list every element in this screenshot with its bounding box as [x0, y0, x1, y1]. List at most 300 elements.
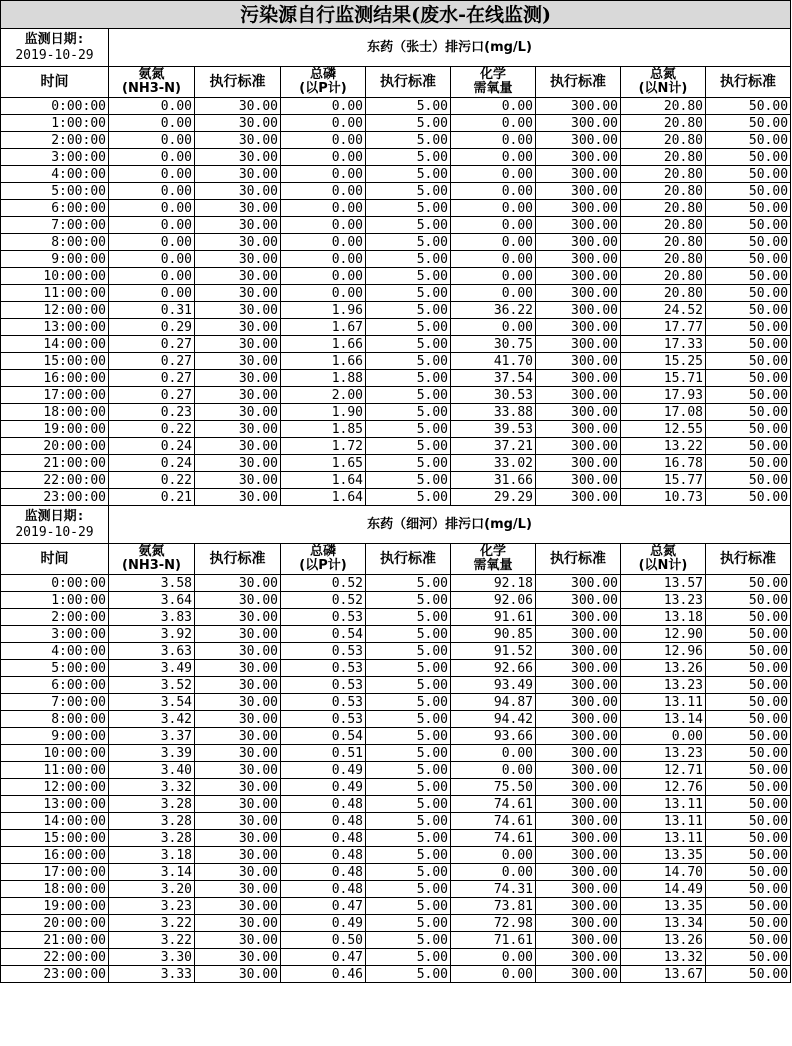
- value-cell: 30.00: [195, 898, 281, 915]
- value-cell: 0.00: [451, 234, 536, 251]
- value-cell: 30.00: [195, 966, 281, 983]
- time-cell: 7:00:00: [1, 694, 109, 711]
- table-row: [1, 728, 791, 745]
- value-cell: 300.00: [536, 762, 621, 779]
- value-cell: 300.00: [536, 472, 621, 489]
- column-header-line1: 执行标准: [720, 74, 777, 90]
- value-cell: 50.00: [706, 268, 791, 285]
- value-cell: 1.85: [281, 421, 366, 438]
- value-cell: 5.00: [366, 234, 451, 251]
- column-header-line1: 执行标准: [380, 74, 436, 90]
- time-cell: 14:00:00: [1, 813, 109, 830]
- value-cell: 0.54: [281, 626, 366, 643]
- value-cell: 50.00: [706, 336, 791, 353]
- value-cell: 30.00: [195, 200, 281, 217]
- value-cell: 20.80: [621, 166, 706, 183]
- value-cell: 300.00: [536, 421, 621, 438]
- value-cell: 0.50: [281, 932, 366, 949]
- value-cell: 20.80: [621, 98, 706, 115]
- value-cell: 30.00: [195, 677, 281, 694]
- value-cell: 30.00: [195, 779, 281, 796]
- value-cell: 0.51: [281, 745, 366, 762]
- time-cell: 9:00:00: [1, 728, 109, 745]
- value-cell: 90.85: [451, 626, 536, 643]
- value-cell: 14.49: [621, 881, 706, 898]
- value-cell: 50.00: [706, 609, 791, 626]
- value-cell: 50.00: [706, 762, 791, 779]
- monitoring-date: [1, 29, 109, 67]
- value-cell: 30.00: [195, 728, 281, 745]
- value-cell: 3.42: [109, 711, 195, 728]
- value-cell: 30.00: [195, 455, 281, 472]
- value-cell: 0.47: [281, 949, 366, 966]
- value-cell: 0.00: [451, 285, 536, 302]
- value-cell: 0.00: [109, 98, 195, 115]
- value-cell: 0.31: [109, 302, 195, 319]
- table-row: [1, 626, 791, 643]
- value-cell: 20.80: [621, 251, 706, 268]
- value-cell: 50.00: [706, 132, 791, 149]
- column-header-line2: 需氧量: [473, 558, 513, 573]
- time-cell: 10:00:00: [1, 745, 109, 762]
- table-row: [1, 438, 791, 455]
- value-cell: 16.78: [621, 455, 706, 472]
- value-cell: 50.00: [706, 796, 791, 813]
- value-cell: 30.00: [195, 251, 281, 268]
- column-header: [366, 544, 451, 575]
- value-cell: 30.00: [195, 575, 281, 592]
- time-cell: 3:00:00: [1, 626, 109, 643]
- value-cell: 5.00: [366, 932, 451, 949]
- value-cell: 0.00: [451, 319, 536, 336]
- value-cell: 20.80: [621, 132, 706, 149]
- value-cell: 5.00: [366, 677, 451, 694]
- value-cell: 13.18: [621, 609, 706, 626]
- time-cell: 0:00:00: [1, 575, 109, 592]
- value-cell: 0.00: [281, 98, 366, 115]
- time-cell: 4:00:00: [1, 643, 109, 660]
- time-cell: 21:00:00: [1, 932, 109, 949]
- value-cell: 20.80: [621, 268, 706, 285]
- value-cell: 30.00: [195, 183, 281, 200]
- value-cell: 1.66: [281, 353, 366, 370]
- value-cell: 0.52: [281, 592, 366, 609]
- value-cell: 5.00: [366, 915, 451, 932]
- value-cell: 300.00: [536, 881, 621, 898]
- table-row: [1, 677, 791, 694]
- column-header-row: [1, 67, 791, 98]
- value-cell: 0.00: [451, 183, 536, 200]
- value-cell: 5.00: [366, 796, 451, 813]
- value-cell: 0.47: [281, 898, 366, 915]
- value-cell: 3.23: [109, 898, 195, 915]
- value-cell: 0.00: [109, 251, 195, 268]
- value-cell: 13.22: [621, 438, 706, 455]
- value-cell: 0.27: [109, 387, 195, 404]
- value-cell: 13.35: [621, 847, 706, 864]
- table-row: [1, 745, 791, 762]
- value-cell: 39.53: [451, 421, 536, 438]
- time-cell: 3:00:00: [1, 149, 109, 166]
- monitoring-date-label: 监测日期:: [24, 508, 85, 524]
- column-header: [621, 544, 706, 575]
- time-cell: 11:00:00: [1, 762, 109, 779]
- table-row: [1, 217, 791, 234]
- value-cell: 1.64: [281, 472, 366, 489]
- value-cell: 30.00: [195, 302, 281, 319]
- value-cell: 12.55: [621, 421, 706, 438]
- value-cell: 0.24: [109, 438, 195, 455]
- value-cell: 30.00: [195, 830, 281, 847]
- value-cell: 12.90: [621, 626, 706, 643]
- value-cell: 50.00: [706, 575, 791, 592]
- value-cell: 50.00: [706, 898, 791, 915]
- value-cell: 50.00: [706, 881, 791, 898]
- value-cell: 5.00: [366, 779, 451, 796]
- time-cell: 21:00:00: [1, 455, 109, 472]
- value-cell: 30.00: [195, 149, 281, 166]
- value-cell: 37.21: [451, 438, 536, 455]
- value-cell: 0.00: [109, 268, 195, 285]
- time-cell: 13:00:00: [1, 796, 109, 813]
- table-row: [1, 796, 791, 813]
- title-row: [1, 1, 791, 29]
- value-cell: 0.46: [281, 966, 366, 983]
- value-cell: 74.31: [451, 881, 536, 898]
- value-cell: 5.00: [366, 421, 451, 438]
- value-cell: 92.66: [451, 660, 536, 677]
- column-header: [195, 67, 281, 98]
- value-cell: 0.00: [109, 285, 195, 302]
- value-cell: 50.00: [706, 932, 791, 949]
- value-cell: 0.27: [109, 370, 195, 387]
- value-cell: 0.00: [281, 149, 366, 166]
- value-cell: 0.00: [281, 183, 366, 200]
- value-cell: 71.61: [451, 932, 536, 949]
- value-cell: 30.00: [195, 796, 281, 813]
- column-header: [621, 67, 706, 98]
- value-cell: 92.06: [451, 592, 536, 609]
- value-cell: 13.11: [621, 796, 706, 813]
- table-row: [1, 779, 791, 796]
- table-row: [1, 285, 791, 302]
- column-header: [536, 67, 621, 98]
- time-cell: 20:00:00: [1, 438, 109, 455]
- value-cell: 3.33: [109, 966, 195, 983]
- column-header: [195, 544, 281, 575]
- value-cell: 300.00: [536, 438, 621, 455]
- table-row: [1, 592, 791, 609]
- time-cell: 6:00:00: [1, 200, 109, 217]
- value-cell: 30.00: [195, 319, 281, 336]
- value-cell: 2.00: [281, 387, 366, 404]
- value-cell: 300.00: [536, 813, 621, 830]
- value-cell: 30.00: [195, 132, 281, 149]
- value-cell: 0.48: [281, 813, 366, 830]
- value-cell: 3.32: [109, 779, 195, 796]
- value-cell: 5.00: [366, 455, 451, 472]
- table-row: [1, 711, 791, 728]
- report-title: 污染源自行监测结果(废水-在线监测): [1, 1, 791, 29]
- time-cell: 17:00:00: [1, 387, 109, 404]
- column-header-line2: (以N计): [638, 81, 688, 96]
- value-cell: 50.00: [706, 149, 791, 166]
- value-cell: 50.00: [706, 728, 791, 745]
- column-header: [451, 544, 536, 575]
- value-cell: 0.00: [451, 166, 536, 183]
- value-cell: 3.20: [109, 881, 195, 898]
- time-cell: 1:00:00: [1, 592, 109, 609]
- value-cell: 13.11: [621, 813, 706, 830]
- value-cell: 5.00: [366, 217, 451, 234]
- value-cell: 300.00: [536, 285, 621, 302]
- value-cell: 30.00: [195, 166, 281, 183]
- value-cell: 3.14: [109, 864, 195, 881]
- value-cell: 30.00: [195, 98, 281, 115]
- value-cell: 0.00: [109, 183, 195, 200]
- table-row: [1, 302, 791, 319]
- value-cell: 74.61: [451, 813, 536, 830]
- value-cell: 0.00: [281, 285, 366, 302]
- value-cell: 72.98: [451, 915, 536, 932]
- value-cell: 5.00: [366, 966, 451, 983]
- value-cell: 13.11: [621, 694, 706, 711]
- value-cell: 0.00: [109, 149, 195, 166]
- value-cell: 0.22: [109, 421, 195, 438]
- value-cell: 5.00: [366, 251, 451, 268]
- value-cell: 0.48: [281, 796, 366, 813]
- value-cell: 0.48: [281, 847, 366, 864]
- value-cell: 300.00: [536, 592, 621, 609]
- value-cell: 300.00: [536, 728, 621, 745]
- value-cell: 93.49: [451, 677, 536, 694]
- value-cell: 17.93: [621, 387, 706, 404]
- value-cell: 3.28: [109, 796, 195, 813]
- value-cell: 20.80: [621, 115, 706, 132]
- value-cell: 3.40: [109, 762, 195, 779]
- time-cell: 2:00:00: [1, 132, 109, 149]
- value-cell: 5.00: [366, 864, 451, 881]
- value-cell: 5.00: [366, 813, 451, 830]
- column-header: [109, 544, 195, 575]
- value-cell: 30.00: [195, 387, 281, 404]
- value-cell: 3.37: [109, 728, 195, 745]
- value-cell: 300.00: [536, 847, 621, 864]
- value-cell: 12.71: [621, 762, 706, 779]
- time-cell: 14:00:00: [1, 336, 109, 353]
- time-cell: 15:00:00: [1, 353, 109, 370]
- column-header: [366, 67, 451, 98]
- value-cell: 0.00: [109, 234, 195, 251]
- column-header-line1: 总氮: [649, 544, 676, 559]
- value-cell: 14.70: [621, 864, 706, 881]
- value-cell: 300.00: [536, 132, 621, 149]
- time-cell: 1:00:00: [1, 115, 109, 132]
- column-header-line2: (NH3-N): [122, 558, 181, 573]
- value-cell: 91.61: [451, 609, 536, 626]
- value-cell: 31.66: [451, 472, 536, 489]
- value-cell: 300.00: [536, 626, 621, 643]
- column-header-line1: 执行标准: [720, 551, 777, 567]
- value-cell: 3.22: [109, 915, 195, 932]
- value-cell: 300.00: [536, 932, 621, 949]
- column-header-line1: 执行标准: [209, 551, 266, 567]
- value-cell: 5.00: [366, 302, 451, 319]
- time-cell: 12:00:00: [1, 302, 109, 319]
- column-header-line1: 化学: [479, 67, 506, 82]
- value-cell: 36.22: [451, 302, 536, 319]
- value-cell: 30.00: [195, 268, 281, 285]
- value-cell: 3.54: [109, 694, 195, 711]
- value-cell: 30.00: [195, 336, 281, 353]
- column-header-line1: 执行标准: [209, 74, 266, 90]
- table-row: [1, 949, 791, 966]
- value-cell: 94.87: [451, 694, 536, 711]
- table-row: [1, 251, 791, 268]
- value-cell: 0.00: [451, 864, 536, 881]
- time-cell: 7:00:00: [1, 217, 109, 234]
- value-cell: 300.00: [536, 370, 621, 387]
- value-cell: 30.00: [195, 489, 281, 506]
- table-row: [1, 387, 791, 404]
- value-cell: 30.00: [195, 915, 281, 932]
- column-header-line2: (以N计): [638, 558, 688, 573]
- value-cell: 1.90: [281, 404, 366, 421]
- value-cell: 5.00: [366, 881, 451, 898]
- value-cell: 5.00: [366, 387, 451, 404]
- value-cell: 1.96: [281, 302, 366, 319]
- value-cell: 5.00: [366, 438, 451, 455]
- value-cell: 300.00: [536, 779, 621, 796]
- value-cell: 0.00: [109, 166, 195, 183]
- value-cell: 0.00: [281, 200, 366, 217]
- value-cell: 0.00: [281, 115, 366, 132]
- value-cell: 1.65: [281, 455, 366, 472]
- value-cell: 5.00: [366, 200, 451, 217]
- value-cell: 13.34: [621, 915, 706, 932]
- value-cell: 300.00: [536, 575, 621, 592]
- value-cell: 300.00: [536, 387, 621, 404]
- value-cell: 50.00: [706, 694, 791, 711]
- value-cell: 30.00: [195, 762, 281, 779]
- time-cell: 20:00:00: [1, 915, 109, 932]
- value-cell: 0.27: [109, 353, 195, 370]
- column-header-line1: 执行标准: [550, 74, 606, 90]
- value-cell: 5.00: [366, 949, 451, 966]
- time-cell: 2:00:00: [1, 609, 109, 626]
- column-header-line1: 氨氮: [138, 67, 165, 82]
- value-cell: 50.00: [706, 966, 791, 983]
- time-cell: 6:00:00: [1, 677, 109, 694]
- column-header: [281, 544, 366, 575]
- value-cell: 300.00: [536, 745, 621, 762]
- value-cell: 1.64: [281, 489, 366, 506]
- value-cell: 50.00: [706, 387, 791, 404]
- value-cell: 92.18: [451, 575, 536, 592]
- value-cell: 300.00: [536, 489, 621, 506]
- column-header-line1: 执行标准: [550, 551, 606, 567]
- column-header-line2: (以P计): [299, 558, 347, 573]
- value-cell: 5.00: [366, 472, 451, 489]
- table-row: [1, 336, 791, 353]
- value-cell: 30.00: [195, 592, 281, 609]
- value-cell: 300.00: [536, 183, 621, 200]
- value-cell: 50.00: [706, 234, 791, 251]
- value-cell: 0.49: [281, 762, 366, 779]
- time-cell: 19:00:00: [1, 421, 109, 438]
- table-row: [1, 421, 791, 438]
- value-cell: 30.00: [195, 115, 281, 132]
- value-cell: 20.80: [621, 234, 706, 251]
- time-cell: 23:00:00: [1, 489, 109, 506]
- column-header-line2: (以P计): [299, 81, 347, 96]
- value-cell: 20.80: [621, 200, 706, 217]
- value-cell: 0.00: [621, 728, 706, 745]
- value-cell: 12.96: [621, 643, 706, 660]
- value-cell: 5.00: [366, 745, 451, 762]
- value-cell: 0.00: [109, 115, 195, 132]
- value-cell: 300.00: [536, 677, 621, 694]
- value-cell: 13.23: [621, 592, 706, 609]
- value-cell: 300.00: [536, 149, 621, 166]
- value-cell: 50.00: [706, 285, 791, 302]
- value-cell: 75.50: [451, 779, 536, 796]
- outlet-name: 东药（张士）排污口(mg/L): [109, 29, 791, 67]
- time-cell: 10:00:00: [1, 268, 109, 285]
- value-cell: 0.00: [451, 149, 536, 166]
- column-header: [1, 544, 109, 575]
- value-cell: 300.00: [536, 915, 621, 932]
- value-cell: 13.57: [621, 575, 706, 592]
- value-cell: 5.00: [366, 319, 451, 336]
- value-cell: 33.88: [451, 404, 536, 421]
- value-cell: 50.00: [706, 864, 791, 881]
- value-cell: 300.00: [536, 98, 621, 115]
- value-cell: 300.00: [536, 694, 621, 711]
- value-cell: 50.00: [706, 455, 791, 472]
- value-cell: 5.00: [366, 592, 451, 609]
- value-cell: 13.67: [621, 966, 706, 983]
- table-row: [1, 830, 791, 847]
- value-cell: 5.00: [366, 694, 451, 711]
- value-cell: 74.61: [451, 830, 536, 847]
- value-cell: 0.00: [281, 217, 366, 234]
- value-cell: 50.00: [706, 404, 791, 421]
- time-cell: 16:00:00: [1, 847, 109, 864]
- value-cell: 3.30: [109, 949, 195, 966]
- column-header-line1: 总氮: [649, 67, 676, 82]
- value-cell: 30.00: [195, 285, 281, 302]
- value-cell: 5.00: [366, 762, 451, 779]
- value-cell: 5.00: [366, 489, 451, 506]
- value-cell: 17.08: [621, 404, 706, 421]
- column-header-line1: 时间: [40, 74, 69, 90]
- value-cell: 94.42: [451, 711, 536, 728]
- value-cell: 0.53: [281, 660, 366, 677]
- column-header: [706, 544, 791, 575]
- value-cell: 30.00: [195, 711, 281, 728]
- value-cell: 1.72: [281, 438, 366, 455]
- table-row: [1, 813, 791, 830]
- value-cell: 0.00: [451, 268, 536, 285]
- value-cell: 5.00: [366, 353, 451, 370]
- value-cell: 0.23: [109, 404, 195, 421]
- value-cell: 3.18: [109, 847, 195, 864]
- outlet-name: 东药（细河）排污口(mg/L): [109, 506, 791, 544]
- table-row: [1, 455, 791, 472]
- value-cell: 5.00: [366, 660, 451, 677]
- value-cell: 30.00: [195, 353, 281, 370]
